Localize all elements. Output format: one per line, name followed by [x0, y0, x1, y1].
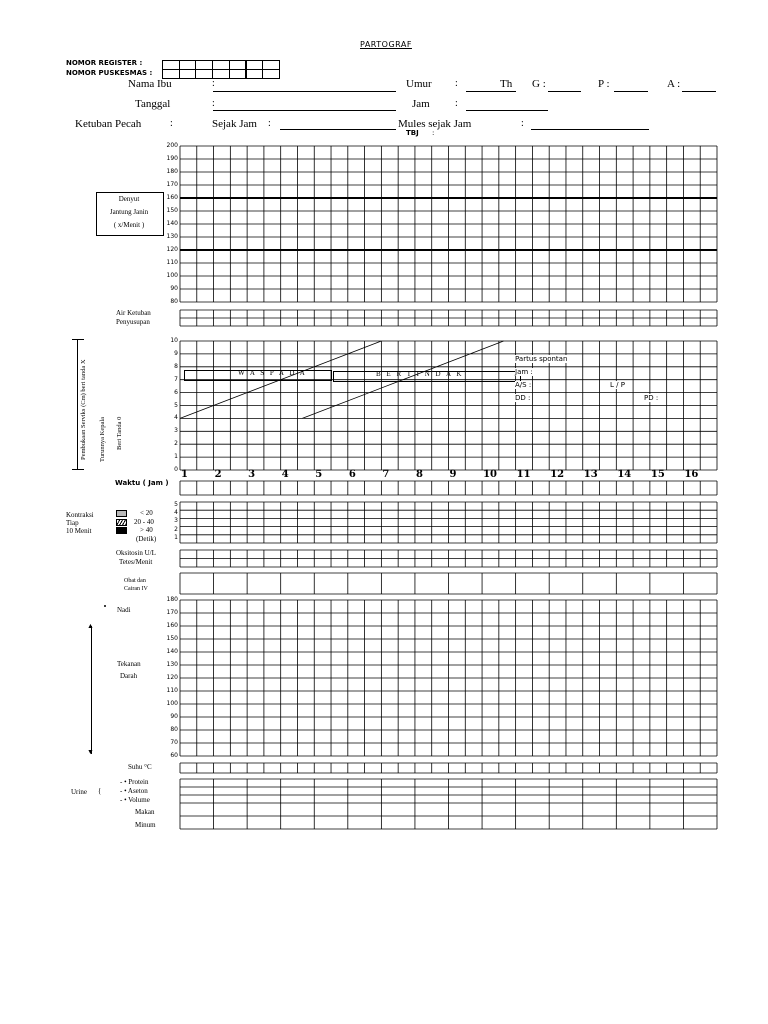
colon: :: [212, 98, 215, 109]
partus-spontan-label: Partus spontan: [515, 355, 568, 363]
kontraksi-tick-label: 5: [174, 501, 178, 508]
djj-tick-label: 190: [166, 155, 178, 162]
waspada-label: W A S P A D A: [238, 369, 307, 377]
air-ketuban-label: Air Ketuban: [116, 309, 151, 317]
beri-tanda-label: Beri Tanda 0: [116, 416, 123, 450]
hour-label: 12: [550, 469, 565, 480]
nomor-register-label: NOMOR REGISTER :: [66, 59, 143, 67]
dd-label: DD :: [515, 394, 531, 402]
djj-tick-label: 90: [170, 285, 178, 292]
hour-label: 1: [181, 469, 188, 480]
vitals-tick-label: 130: [166, 661, 178, 668]
cervix-tick-label: 3: [174, 427, 178, 435]
djj-tick-label: 130: [166, 233, 178, 240]
page-title: PARTOGRAF: [360, 40, 412, 49]
ketuban-pecah-label: Ketuban Pecah: [75, 118, 142, 130]
cervix-tick-label: 0: [174, 466, 178, 473]
bertindak-label: B E R T I N D A K: [376, 370, 464, 378]
p-label: P :: [598, 78, 610, 90]
a-label: A :: [667, 78, 681, 90]
kontraksi-tick-label: 4: [174, 509, 178, 517]
obat-label-1: Obat dan: [124, 578, 146, 584]
vitals-tick-label: 180: [166, 596, 178, 603]
aseton-label: - • Aseton: [120, 787, 148, 795]
lp-label: L / P: [610, 381, 625, 389]
colon: :: [455, 98, 458, 109]
colon: :: [170, 118, 173, 129]
djj-tick-label: 150: [166, 207, 178, 214]
hour-label: 10: [483, 469, 497, 480]
hour-label: 5: [315, 469, 323, 480]
mules-sejak-jam-label: Mules sejak Jam: [398, 118, 472, 130]
pd-label: PD :: [644, 394, 659, 402]
hour-label: 9: [449, 469, 457, 480]
tanggal-label: Tanggal: [135, 98, 171, 110]
th-label: Th: [500, 78, 513, 90]
vitals-tick-label: 120: [166, 674, 178, 681]
penyusupan-label: Penyusupan: [116, 318, 150, 326]
hour-label: 15: [650, 469, 665, 480]
pembukaan-serviks-label: Pembukaan Serviks (Cm) beri tanda X: [80, 359, 87, 460]
djj-label-2: Jantung Janin: [109, 208, 149, 216]
djj-tick-label: 110: [166, 259, 178, 266]
djj-tick-label: 180: [166, 168, 178, 175]
urine-brace: {: [98, 787, 102, 795]
cervix-tick-label: 10: [170, 337, 178, 344]
kontraksi-label-1: Kontraksi: [66, 511, 94, 519]
djj-tick-label: 140: [166, 220, 178, 227]
hour-label: 11: [516, 469, 531, 480]
cervix-tick-label: 8: [174, 362, 178, 370]
vitals-tick-label: 150: [166, 635, 178, 642]
volume-label: - • Volume: [120, 796, 150, 804]
g-label: G :: [532, 78, 546, 90]
hour-label: 13: [583, 469, 598, 480]
turunnya-kepala-label: Turunnya Kepala: [99, 416, 106, 462]
suhu-label: Suhu °C: [128, 763, 152, 771]
nadi-label: Nadi: [117, 606, 131, 614]
kontraksi-label-3: 10 Menit: [66, 527, 92, 535]
darah-label: Darah: [120, 672, 138, 680]
obat-label-2: Cairan IV: [124, 586, 148, 592]
djj-label-3: ( x/Menit ): [113, 221, 145, 229]
cervix-tick-label: 7: [174, 375, 178, 383]
cervix-tick-label: 9: [174, 349, 178, 357]
bp-arrow-up: ▲: [87, 622, 94, 630]
kontraksi-label-2: Tiap: [66, 519, 79, 527]
djj-tick-label: 120: [166, 246, 178, 253]
cervix-tick-label: 6: [174, 388, 178, 396]
vitals-tick-label: 70: [170, 739, 178, 746]
djj-tick-label: 160: [166, 194, 178, 201]
jam-label: Jam: [412, 98, 430, 110]
tbj-label: TBJ: [406, 129, 419, 137]
legend-20-40: 20 - 40: [134, 518, 154, 526]
oksitosin-label-1: Oksitosin U/L: [116, 549, 156, 557]
vitals-tick-label: 170: [166, 609, 178, 616]
hour-label: 16: [684, 469, 699, 480]
vitals-tick-label: 80: [170, 726, 178, 733]
tekanan-label: Tekanan: [117, 660, 141, 668]
cervix-tick-label: 2: [174, 440, 178, 448]
colon: :: [521, 118, 524, 129]
oksitosin-label-2: Tetes/Menit: [119, 558, 153, 566]
vitals-tick-label: 110: [166, 687, 178, 694]
hour-label: 8: [415, 469, 423, 480]
hour-label: 6: [348, 469, 356, 480]
hour-label: 4: [281, 469, 289, 480]
sejak-jam-label: Sejak Jam: [212, 118, 257, 130]
vitals-tick-label: 90: [170, 713, 178, 720]
hour-label: 14: [617, 469, 632, 480]
minum-label: Minum: [135, 821, 156, 829]
kontraksi-tick-label: 3: [174, 517, 178, 525]
djj-tick-label: 200: [166, 142, 178, 149]
cervix-tick-label: 5: [174, 401, 178, 409]
cervix-tick-label: 4: [174, 414, 178, 422]
nama-ibu-label: Nama Ibu: [128, 78, 172, 90]
hour-label: 3: [248, 469, 256, 480]
cervix-tick-label: 1: [174, 453, 178, 461]
colon: :: [268, 118, 271, 129]
partus-jam-label: Jam :: [515, 368, 533, 376]
vitals-tick-label: 160: [166, 622, 178, 629]
umur-label: Umur: [406, 78, 432, 90]
colon: :: [432, 129, 435, 137]
urine-label: Urine: [71, 788, 87, 796]
vitals-tick-label: 60: [170, 752, 178, 759]
kontraksi-tick-label: 1: [174, 533, 178, 541]
colon: :: [455, 78, 458, 89]
nomor-puskesmas-label: NOMOR PUSKESMAS :: [66, 69, 153, 77]
legend-gt-40: > 40: [140, 526, 153, 534]
makan-label: Makan: [135, 808, 155, 816]
djj-tick-label: 170: [166, 181, 178, 188]
hour-label: 7: [382, 469, 390, 480]
vitals-tick-label: 140: [166, 648, 178, 655]
djj-label-1: Denyut: [118, 195, 140, 203]
kontraksi-tick-label: 2: [174, 525, 178, 533]
legend-lt-20: < 20: [140, 509, 153, 517]
djj-tick-label: 100: [166, 272, 178, 279]
waktu-label: Waktu ( Jam ): [115, 479, 169, 487]
as-label: A/S :: [515, 381, 532, 389]
colon: :: [212, 78, 215, 89]
djj-tick-label: 80: [170, 298, 178, 305]
legend-detik: (Detik): [136, 535, 157, 543]
protein-label: - • Protein: [120, 778, 149, 786]
bp-arrow-down: ▼: [87, 748, 94, 756]
vitals-tick-label: 100: [166, 700, 178, 707]
hour-label: 2: [214, 469, 222, 480]
